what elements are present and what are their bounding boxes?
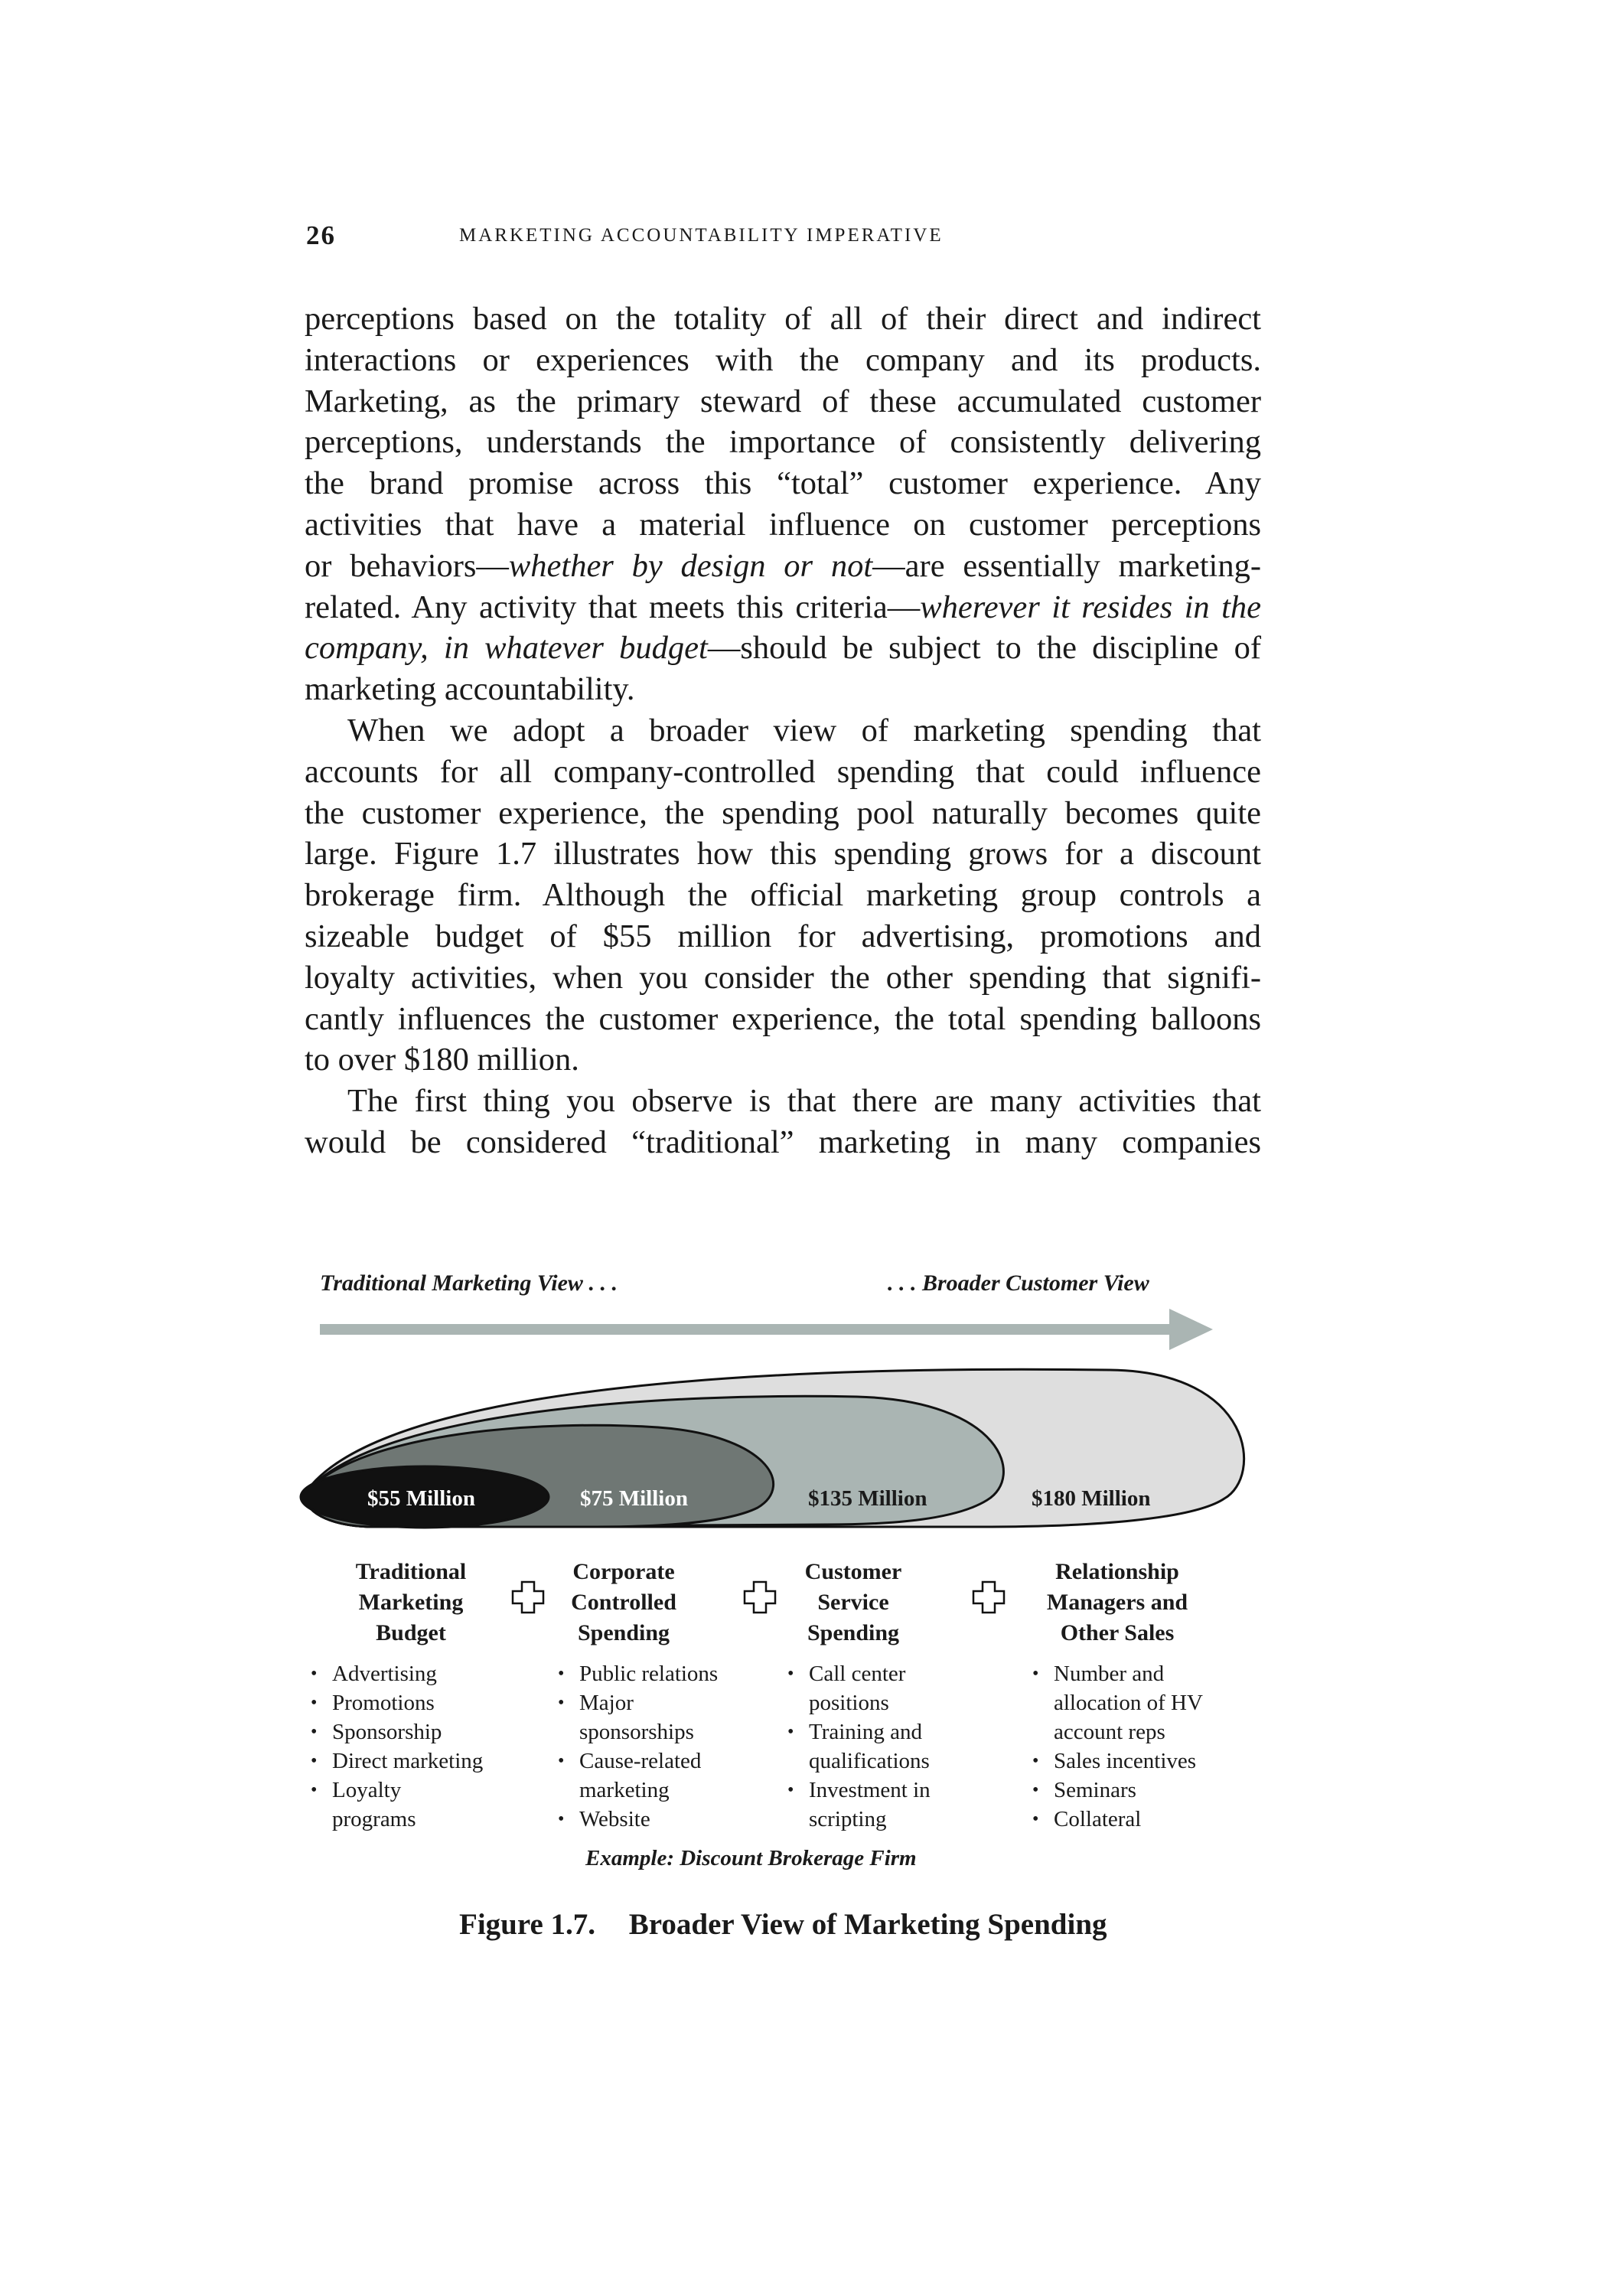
- text-line: the brand promise across this “total” customer experience. Any: [305, 465, 1261, 502]
- left-view-label: Traditional Marketing View . . .: [320, 1270, 618, 1296]
- heading-line: Traditional: [355, 1559, 467, 1584]
- running-head: [306, 220, 1316, 259]
- plus-icon: [973, 1582, 1004, 1613]
- list-item: • Advertising: [308, 1659, 514, 1688]
- column-heading: [1029, 1557, 1205, 1649]
- bullet-list: [555, 1659, 754, 1834]
- figure-1-7: [291, 1255, 1286, 1967]
- list-item: • Direct marketing: [308, 1746, 514, 1776]
- column-corporate-controlled: [555, 1557, 754, 1834]
- text-line: sizeable budget of $55 million for advertising, promotions and: [305, 918, 1261, 954]
- text-run: —are essentially marketing-: [872, 547, 1261, 584]
- ellipse-label-180: $180 Million: [1032, 1486, 1151, 1511]
- column-heading: [784, 1557, 922, 1649]
- text-line: Marketing, as the primary steward of these accumulated customer: [305, 383, 1261, 419]
- caption-number: Figure 1.7.: [459, 1908, 596, 1941]
- text-run: or behaviors—: [305, 547, 509, 584]
- running-title: MARKETING ACCOUNTABILITY IMPERATIVE: [459, 225, 944, 246]
- list-item: • Public relations: [555, 1659, 754, 1688]
- list-item: • Collateral: [1029, 1805, 1228, 1834]
- ellipse-label-75: $75 Million: [580, 1486, 688, 1511]
- heading-line: Budget: [376, 1620, 446, 1645]
- text-line: perceptions, understands the importance of consistently delivering: [305, 424, 1261, 461]
- heading-line: Other Sales: [1060, 1620, 1175, 1645]
- bullet-list: [1029, 1659, 1228, 1834]
- text-line: would be considered “traditional” marketing in many companies: [305, 1124, 1261, 1160]
- text-line: interactions or experiences with the company and its products.: [305, 341, 1261, 378]
- page-number: 26: [306, 220, 336, 250]
- paragraph-3: [305, 1081, 1261, 1163]
- heading-line: Marketing: [358, 1590, 464, 1615]
- list-item: • Promotions: [308, 1688, 514, 1717]
- text-line: loyalty activities, when you consider the other spending that signifi-: [305, 959, 1261, 996]
- bullet-list: [784, 1659, 976, 1834]
- column-heading: [308, 1557, 514, 1649]
- heading-line: Corporate: [572, 1559, 675, 1584]
- body-text: [305, 298, 1261, 1163]
- text-line: accounts for all company-controlled spending that could influence: [305, 753, 1261, 790]
- ellipse-label-135: $135 Million: [808, 1486, 927, 1511]
- heading-line: Customer: [804, 1559, 902, 1584]
- text-line: marketing accountability.: [305, 671, 635, 708]
- list-item: • Sponsorship: [308, 1717, 514, 1746]
- right-view-label: . . . Broader Customer View: [888, 1270, 1149, 1296]
- list-item: • Sales incentives: [1029, 1746, 1228, 1776]
- column-traditional-marketing: [308, 1557, 514, 1834]
- text-line: brokerage firm. Although the official marketing group controls a: [305, 877, 1261, 914]
- list-item: • Major sponsorships: [555, 1688, 732, 1746]
- italic-run: whether by design or not: [508, 547, 873, 584]
- heading-line: Relationship: [1055, 1559, 1179, 1584]
- italic-run: wherever it resides in the: [920, 589, 1261, 625]
- column-customer-service: [784, 1557, 976, 1834]
- text-line: [305, 546, 1261, 587]
- text-run: related. Any activity that meets this criteria—: [305, 589, 921, 625]
- heading-line: Spending: [577, 1620, 670, 1645]
- view-arrow-head: [1169, 1309, 1213, 1350]
- text-line: perceptions based on the totality of all of their direct and indirect: [305, 301, 1261, 337]
- text-line: [305, 587, 1261, 628]
- list-item: • Cause-related marketing: [555, 1746, 732, 1805]
- list-item: • Seminars: [1029, 1776, 1228, 1805]
- text-line: cantly influences the customer experience, the total spending balloons: [305, 1000, 1261, 1037]
- example-label: Example: Discount Brokerage Firm: [585, 1846, 917, 1870]
- list-item: • Website: [555, 1805, 754, 1834]
- text-line: large. Figure 1.7 illustrates how this spending grows for a discount: [305, 836, 1261, 872]
- ellipse-label-55: $55 Million: [367, 1486, 475, 1511]
- caption-title: Broader View of Marketing Spending: [628, 1908, 1107, 1941]
- list-item: • Investment in scripting: [784, 1776, 962, 1834]
- list-item: • Call center positions: [784, 1659, 939, 1717]
- text-line: to over $180 million.: [305, 1042, 579, 1078]
- text-line: When we adopt a broader view of marketing spending that: [347, 712, 1261, 748]
- list-item: • Loyalty programs: [308, 1776, 470, 1834]
- column-heading: [555, 1557, 693, 1649]
- heading-line: Managers and: [1046, 1590, 1188, 1615]
- text-line: [305, 628, 1261, 669]
- plus-icon: [513, 1582, 543, 1613]
- figure-caption: [459, 1907, 1148, 1942]
- list-item: • Training and qualifications: [784, 1717, 962, 1776]
- bullet-list: [308, 1659, 514, 1834]
- text-line: the customer experience, the spending pool naturally becomes quite: [305, 794, 1261, 831]
- italic-run: company, in whatever budget: [305, 630, 708, 667]
- paragraph-2: [305, 710, 1261, 1081]
- paragraph-1: [305, 298, 1261, 710]
- heading-line: Service: [817, 1590, 889, 1615]
- text-line: The first thing you observe is that there are many activities that: [347, 1083, 1261, 1120]
- heading-line: Spending: [807, 1620, 900, 1645]
- heading-line: Controlled: [571, 1590, 676, 1615]
- text-run: —should be subject to the discipline of: [707, 630, 1261, 667]
- text-line: activities that have a material influence on customer perceptions: [305, 506, 1261, 543]
- column-relationship-managers: [1029, 1557, 1228, 1834]
- list-item: • Number and allocation of HV account reps: [1029, 1659, 1234, 1746]
- view-arrow-shaft: [320, 1324, 1169, 1335]
